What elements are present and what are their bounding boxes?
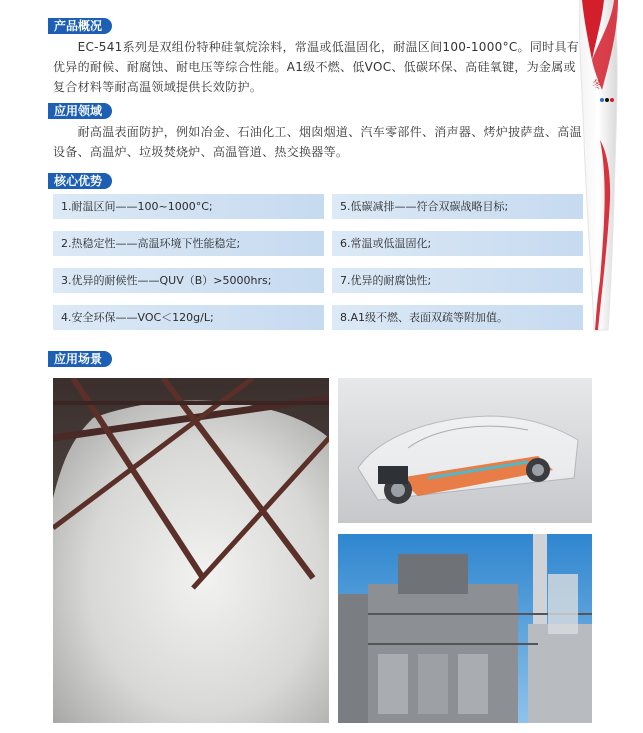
svg-text:冬: 冬 (592, 80, 602, 91)
advantage-item-7: 7.优异的耐腐蚀性; (332, 268, 583, 293)
advantage-item-8: 8.A1级不燃、表面双疏等附加值。 (332, 305, 583, 330)
applications-text: 耐高温表面防护，例如冶金、石油化工、烟囱烟道、汽车零部件、消声器、烤炉披萨盘、高温设备、高温炉、垃圾焚烧炉、高温管道、热交换器等。 (53, 125, 582, 159)
advantage-item-3: 3.优异的耐候性——QUV（B）>5000hrs; (53, 268, 324, 293)
photo-industrial-pipe (53, 378, 329, 723)
section-title-overview: 产品概况 (48, 18, 112, 34)
section-title-advantages: 核心优势 (48, 173, 112, 189)
section-title-scenes: 应用场景 (48, 351, 112, 367)
advantage-item-5: 5.低碳减排——符合双碳战略目标; (332, 194, 583, 219)
photo-industrial-plant (338, 534, 592, 723)
overview-text: EC-541系列是双组份特种硅氧烷涂料，常温或低温固化，耐温区间100-1000°C。同时具有优异的耐候、耐腐蚀、耐电压等综合性能。A1级不燃、低VOC、低碳环保、高硅氧键，为金属或复合材料等耐高温领域提供长效防护。 (53, 40, 580, 94)
advantage-item-1: 1.耐温区间——100~1000°C; (53, 194, 324, 219)
advantage-item-6: 6.常温或低温固化; (332, 231, 583, 256)
advantage-item-4: 4.安全环保——VOC＜120g/L; (53, 305, 324, 330)
torch-image (574, 0, 643, 340)
photo-car-chassis (338, 378, 592, 523)
advantage-item-2: 2.热稳定性——高温环境下性能稳定; (53, 231, 324, 256)
section-title-applications: 应用领域 (48, 103, 112, 119)
